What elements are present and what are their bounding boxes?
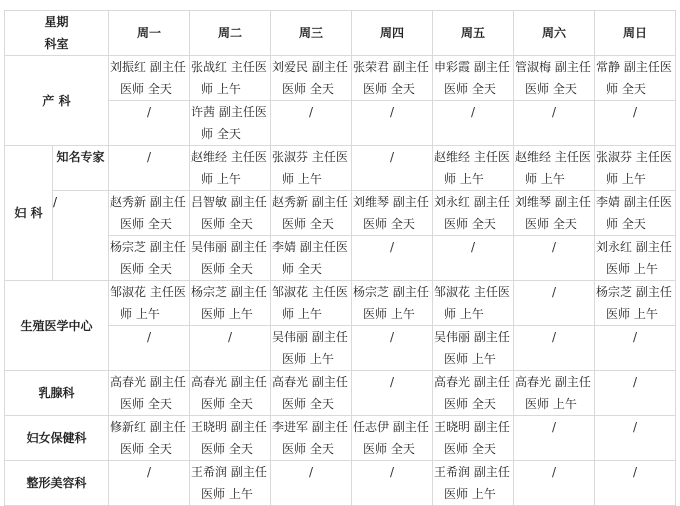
doctor-title-session: 医师 全天 bbox=[282, 82, 334, 96]
doctor-entry bbox=[433, 461, 513, 505]
doctor-name-title: 李进军 副主任 bbox=[272, 420, 348, 434]
doctor-name-title: 高春光 副主任 bbox=[515, 375, 591, 389]
doctor-slot-cell bbox=[514, 191, 595, 236]
doctor-title-session: 医师 上午 bbox=[444, 487, 496, 501]
doctor-slot-cell bbox=[190, 56, 271, 101]
doctor-slot-cell bbox=[595, 236, 676, 281]
doctor-entry bbox=[271, 281, 351, 325]
doctor-slot-cell bbox=[271, 326, 352, 371]
doctor-slot-cell bbox=[271, 371, 352, 416]
empty-slot-cell: / bbox=[352, 371, 433, 416]
doctor-name-title: 刘维琴 副主任 bbox=[353, 195, 429, 209]
doctor-entry bbox=[109, 191, 189, 235]
doctor-title-session: 医师 全天 bbox=[282, 442, 334, 456]
doctor-slot-cell bbox=[595, 281, 676, 326]
doctor-slot-cell bbox=[190, 101, 271, 146]
schedule-row bbox=[5, 146, 676, 191]
doctor-entry bbox=[190, 416, 270, 460]
doctor-entry bbox=[190, 146, 270, 190]
doctor-entry bbox=[595, 236, 675, 280]
doctor-title-session: 医师 全天 bbox=[363, 442, 415, 456]
doctor-entry bbox=[109, 56, 189, 100]
doctor-title-session: 师 上午 bbox=[282, 172, 322, 186]
doctor-slot-cell bbox=[352, 416, 433, 461]
doctor-name-title: 赵秀新 副主任 bbox=[272, 195, 348, 209]
empty-slot-cell: / bbox=[595, 101, 676, 146]
doctor-entry bbox=[514, 56, 594, 100]
doctor-title-session: 医师 全天 bbox=[363, 82, 415, 96]
doctor-title-session: 师 上午 bbox=[525, 172, 565, 186]
doctor-title-session: 师 上午 bbox=[201, 172, 241, 186]
doctor-name-title: 赵维经 主任医 bbox=[191, 150, 267, 164]
doctor-slot-cell bbox=[190, 371, 271, 416]
doctor-slot-cell bbox=[109, 281, 190, 326]
schedule-row bbox=[5, 56, 676, 101]
doctor-title-session: 医师 全天 bbox=[201, 442, 253, 456]
doctor-name-title: 张淑芬 主任医 bbox=[596, 150, 672, 164]
doctor-entry bbox=[595, 146, 675, 190]
doctor-name-title: 修新红 副主任 bbox=[110, 420, 186, 434]
doctor-name-title: 管淑梅 副主任 bbox=[515, 60, 591, 74]
empty-slot-cell: / bbox=[109, 461, 190, 506]
doctor-slot-cell bbox=[109, 236, 190, 281]
doctor-title-session: 医师 上午 bbox=[606, 307, 658, 321]
doctor-name-title: 常静 副主任医 bbox=[596, 60, 672, 74]
doctor-title-session: 医师 上午 bbox=[363, 307, 415, 321]
doctor-entry bbox=[352, 56, 432, 100]
doctor-name-title: 许茜 副主任医 bbox=[191, 105, 267, 119]
doctor-entry bbox=[271, 416, 351, 460]
doctor-slot-cell bbox=[190, 146, 271, 191]
empty-slot-cell: / bbox=[514, 101, 595, 146]
doctor-slot-cell bbox=[514, 371, 595, 416]
doctor-slot-cell bbox=[433, 326, 514, 371]
doctor-slot-cell bbox=[109, 371, 190, 416]
doctor-name-title: 高春光 副主任 bbox=[191, 375, 267, 389]
department-cell: 生殖医学中心 bbox=[5, 281, 109, 371]
doctor-entry bbox=[109, 371, 189, 415]
doctor-name-title: 张战红 主任医 bbox=[191, 60, 267, 74]
doctor-name-title: 李婧 副主任医 bbox=[272, 240, 348, 254]
doctor-title-session: 师 上午 bbox=[282, 307, 322, 321]
doctor-title-session: 医师 上午 bbox=[201, 307, 253, 321]
doctor-title-session: 医师 上午 bbox=[444, 352, 496, 366]
doctor-name-title: 杨宗芝 副主任 bbox=[353, 285, 429, 299]
doctor-entry bbox=[595, 281, 675, 325]
doctor-entry bbox=[514, 146, 594, 190]
doctor-slot-cell bbox=[514, 146, 595, 191]
schedule-table bbox=[4, 10, 676, 506]
corner-department-label: 科室 bbox=[44, 37, 69, 51]
doctor-name-title: 刘振红 副主任 bbox=[110, 60, 186, 74]
doctor-entry bbox=[595, 56, 675, 100]
doctor-slot-cell bbox=[190, 281, 271, 326]
doctor-title-session: 医师 上午 bbox=[606, 262, 658, 276]
doctor-slot-cell bbox=[109, 191, 190, 236]
doctor-slot-cell bbox=[433, 146, 514, 191]
doctor-name-title: 李婧 副主任医 bbox=[596, 195, 672, 209]
doctor-title-session: 医师 全天 bbox=[120, 217, 172, 231]
doctor-name-title: 邹淑花 主任医 bbox=[434, 285, 510, 299]
doctor-slot-cell bbox=[514, 56, 595, 101]
sub-department-cell: 知名专家 bbox=[53, 146, 109, 191]
doctor-entry bbox=[190, 236, 270, 280]
doctor-entry bbox=[352, 191, 432, 235]
empty-slot-cell: / bbox=[352, 236, 433, 281]
doctor-slot-cell bbox=[271, 416, 352, 461]
empty-slot-cell: / bbox=[271, 101, 352, 146]
doctor-entry bbox=[190, 371, 270, 415]
doctor-slot-cell bbox=[433, 56, 514, 101]
empty-slot-cell: / bbox=[595, 416, 676, 461]
doctor-entry bbox=[190, 101, 270, 145]
doctor-slot-cell bbox=[433, 281, 514, 326]
doctor-title-session: 医师 全天 bbox=[120, 262, 172, 276]
doctor-name-title: 王晓明 副主任 bbox=[191, 420, 267, 434]
doctor-entry bbox=[109, 416, 189, 460]
doctor-entry bbox=[433, 326, 513, 370]
doctor-entry bbox=[190, 461, 270, 505]
doctor-title-session: 师 全天 bbox=[282, 262, 322, 276]
doctor-slot-cell bbox=[190, 191, 271, 236]
doctor-name-title: 杨宗芝 副主任 bbox=[596, 285, 672, 299]
empty-slot-cell: / bbox=[595, 326, 676, 371]
doctor-title-session: 医师 全天 bbox=[120, 397, 172, 411]
doctor-name-title: 赵维经 主任医 bbox=[515, 150, 591, 164]
doctor-slot-cell bbox=[595, 56, 676, 101]
empty-slot-cell: / bbox=[433, 236, 514, 281]
doctor-title-session: 师 上午 bbox=[444, 307, 484, 321]
doctor-slot-cell bbox=[352, 281, 433, 326]
doctor-name-title: 吴伟丽 副主任 bbox=[434, 330, 510, 344]
doctor-slot-cell bbox=[595, 191, 676, 236]
doctor-title-session: 师 全天 bbox=[201, 127, 241, 141]
day-header-fri: 周五 bbox=[433, 11, 514, 56]
doctor-title-session: 医师 全天 bbox=[282, 217, 334, 231]
doctor-name-title: 王希润 副主任 bbox=[434, 465, 510, 479]
empty-slot-cell: / bbox=[433, 101, 514, 146]
empty-slot-cell: / bbox=[352, 326, 433, 371]
doctor-name-title: 邹淑花 主任医 bbox=[272, 285, 348, 299]
doctor-entry bbox=[190, 191, 270, 235]
empty-slot-cell: / bbox=[595, 371, 676, 416]
empty-slot-cell: / bbox=[271, 461, 352, 506]
doctor-slot-cell bbox=[433, 191, 514, 236]
doctor-slot-cell bbox=[271, 281, 352, 326]
doctor-slot-cell bbox=[271, 56, 352, 101]
doctor-name-title: 吴伟丽 副主任 bbox=[272, 330, 348, 344]
doctor-title-session: 医师 全天 bbox=[201, 262, 253, 276]
department-cell: 妇女保健科 bbox=[5, 416, 109, 461]
doctor-title-session: 医师 全天 bbox=[444, 82, 496, 96]
corner-weekday-label: 星期 bbox=[44, 15, 69, 29]
empty-slot-cell: / bbox=[514, 281, 595, 326]
doctor-title-session: 师 全天 bbox=[606, 217, 646, 231]
doctor-slot-cell bbox=[109, 56, 190, 101]
doctor-title-session: 医师 全天 bbox=[444, 397, 496, 411]
doctor-name-title: 刘永红 副主任 bbox=[434, 195, 510, 209]
empty-slot-cell: / bbox=[352, 146, 433, 191]
doctor-entry bbox=[271, 326, 351, 370]
doctor-name-title: 杨宗芝 副主任 bbox=[110, 240, 186, 254]
doctor-entry bbox=[271, 371, 351, 415]
doctor-title-session: 师 上午 bbox=[606, 172, 646, 186]
doctor-entry bbox=[271, 56, 351, 100]
schedule-row bbox=[5, 416, 676, 461]
doctor-title-session: 师 上午 bbox=[444, 172, 484, 186]
doctor-entry bbox=[271, 236, 351, 280]
doctor-slot-cell bbox=[433, 416, 514, 461]
doctor-slot-cell bbox=[190, 461, 271, 506]
doctor-entry bbox=[433, 56, 513, 100]
doctor-name-title: 高春光 副主任 bbox=[272, 375, 348, 389]
empty-slot-cell: / bbox=[352, 101, 433, 146]
doctor-slot-cell bbox=[352, 56, 433, 101]
schedule-row bbox=[5, 191, 676, 236]
doctor-title-session: 医师 全天 bbox=[120, 442, 172, 456]
department-cell: 妇 科 bbox=[5, 146, 53, 281]
department-cell: 乳腺科 bbox=[5, 371, 109, 416]
empty-slot-cell: / bbox=[514, 416, 595, 461]
doctor-name-title: 刘维琴 副主任 bbox=[515, 195, 591, 209]
corner-header-cell bbox=[5, 11, 109, 56]
doctor-name-title: 吴伟丽 副主任 bbox=[191, 240, 267, 254]
doctor-slot-cell bbox=[595, 146, 676, 191]
doctor-name-title: 赵维经 主任医 bbox=[434, 150, 510, 164]
doctor-entry bbox=[433, 281, 513, 325]
doctor-slot-cell bbox=[271, 191, 352, 236]
department-cell: 整形美容科 bbox=[5, 461, 109, 506]
doctor-name-title: 王希润 副主任 bbox=[191, 465, 267, 479]
doctor-entry bbox=[433, 191, 513, 235]
doctor-entry bbox=[514, 191, 594, 235]
empty-slot-cell: / bbox=[514, 236, 595, 281]
doctor-title-session: 师 全天 bbox=[606, 82, 646, 96]
empty-slot-cell: / bbox=[109, 146, 190, 191]
doctor-name-title: 张荣君 副主任 bbox=[353, 60, 429, 74]
doctor-entry bbox=[433, 416, 513, 460]
doctor-title-session: 医师 全天 bbox=[444, 442, 496, 456]
doctor-entry bbox=[109, 236, 189, 280]
doctor-slot-cell bbox=[433, 371, 514, 416]
doctor-slot-cell bbox=[190, 416, 271, 461]
doctor-entry bbox=[190, 56, 270, 100]
sub-department-cell: / bbox=[53, 191, 109, 281]
doctor-name-title: 吕智敏 副主任 bbox=[191, 195, 267, 209]
doctor-entry bbox=[433, 371, 513, 415]
doctor-entry bbox=[514, 371, 594, 415]
doctor-entry bbox=[352, 281, 432, 325]
doctor-title-session: 医师 上午 bbox=[525, 397, 577, 411]
schedule-row bbox=[5, 371, 676, 416]
doctor-title-session: 医师 全天 bbox=[525, 82, 577, 96]
doctor-title-session: 医师 上午 bbox=[282, 352, 334, 366]
doctor-title-session: 医师 上午 bbox=[201, 487, 253, 501]
doctor-title-session: 师 上午 bbox=[201, 82, 241, 96]
doctor-title-session: 医师 全天 bbox=[201, 217, 253, 231]
doctor-entry bbox=[352, 416, 432, 460]
doctor-title-session: 医师 全天 bbox=[444, 217, 496, 231]
day-header-mon: 周一 bbox=[109, 11, 190, 56]
doctor-title-session: 医师 全天 bbox=[282, 397, 334, 411]
doctor-title-session: 医师 全天 bbox=[120, 82, 172, 96]
empty-slot-cell: / bbox=[109, 326, 190, 371]
doctor-name-title: 赵秀新 副主任 bbox=[110, 195, 186, 209]
doctor-title-session: 医师 全天 bbox=[201, 397, 253, 411]
doctor-slot-cell bbox=[190, 236, 271, 281]
schedule-row bbox=[5, 461, 676, 506]
doctor-entry bbox=[271, 191, 351, 235]
schedule-row bbox=[5, 281, 676, 326]
empty-slot-cell: / bbox=[514, 326, 595, 371]
day-header-thu: 周四 bbox=[352, 11, 433, 56]
doctor-entry bbox=[595, 191, 675, 235]
doctor-entry bbox=[109, 281, 189, 325]
day-header-sun: 周日 bbox=[595, 11, 676, 56]
doctor-title-session: 师 上午 bbox=[120, 307, 160, 321]
doctor-slot-cell bbox=[271, 236, 352, 281]
doctor-title-session: 医师 全天 bbox=[525, 217, 577, 231]
empty-slot-cell: / bbox=[109, 101, 190, 146]
doctor-name-title: 高春光 副主任 bbox=[434, 375, 510, 389]
empty-slot-cell: / bbox=[190, 326, 271, 371]
doctor-slot-cell bbox=[109, 416, 190, 461]
header-row bbox=[5, 11, 676, 56]
doctor-slot-cell bbox=[352, 191, 433, 236]
doctor-name-title: 邹淑花 主任医 bbox=[110, 285, 186, 299]
doctor-name-title: 张淑芬 主任医 bbox=[272, 150, 348, 164]
empty-slot-cell: / bbox=[352, 461, 433, 506]
empty-slot-cell: / bbox=[514, 461, 595, 506]
day-header-wed: 周三 bbox=[271, 11, 352, 56]
doctor-name-title: 刘爱民 副主任 bbox=[272, 60, 348, 74]
doctor-entry bbox=[190, 281, 270, 325]
doctor-slot-cell bbox=[433, 461, 514, 506]
doctor-name-title: 任志伊 副主任 bbox=[353, 420, 429, 434]
doctor-entry bbox=[433, 146, 513, 190]
day-header-tue: 周二 bbox=[190, 11, 271, 56]
doctor-name-title: 申彩霞 副主任 bbox=[434, 60, 510, 74]
doctor-entry bbox=[271, 146, 351, 190]
doctor-name-title: 王晓明 副主任 bbox=[434, 420, 510, 434]
doctor-title-session: 医师 全天 bbox=[363, 217, 415, 231]
day-header-sat: 周六 bbox=[514, 11, 595, 56]
doctor-name-title: 高春光 副主任 bbox=[110, 375, 186, 389]
doctor-name-title: 刘永红 副主任 bbox=[596, 240, 672, 254]
department-cell: 产 科 bbox=[5, 56, 109, 146]
doctor-name-title: 杨宗芝 副主任 bbox=[191, 285, 267, 299]
empty-slot-cell: / bbox=[595, 461, 676, 506]
doctor-slot-cell bbox=[271, 146, 352, 191]
schedule-body bbox=[5, 11, 676, 506]
